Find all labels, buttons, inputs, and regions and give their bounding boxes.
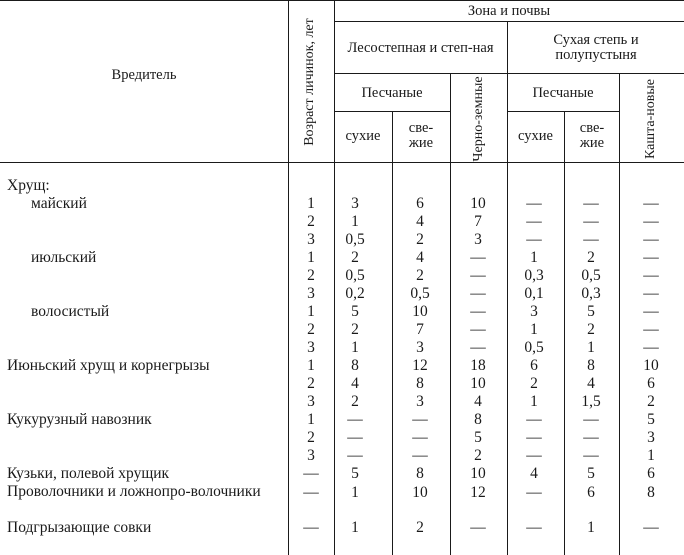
table-cell: 2 [307, 375, 315, 392]
table-cell: — [643, 213, 659, 230]
table-cell: 8 [416, 465, 424, 482]
table-cell: 3 [307, 393, 315, 410]
table-cell: 8 [416, 375, 424, 392]
table-cell: — [470, 339, 486, 356]
table-cell: — [526, 195, 542, 212]
table-cell: — [643, 249, 659, 266]
sandy-rule-2 [507, 111, 619, 112]
table-cell: 4 [474, 393, 482, 410]
group-label-khrushch: Хрущ: [7, 177, 50, 194]
table-cell: 2 [307, 213, 315, 230]
table-cell: 1 [351, 484, 359, 501]
group-label-june: Июньский хрущ и корнегрызы [7, 357, 210, 374]
table-cell: 1 [530, 321, 538, 338]
group-label-kuzki: Кузьки, полевой хрущик [7, 465, 170, 482]
table-cell: 2 [307, 321, 315, 338]
table-cell: 0,3 [524, 267, 544, 284]
col-divider-4 [450, 73, 451, 555]
table-cell: — [643, 267, 659, 284]
table-cell: 10 [412, 303, 428, 320]
table-cell: — [526, 484, 542, 501]
col-divider-1 [288, 0, 289, 555]
table-cell: — [303, 484, 319, 501]
table-cell: — [470, 249, 486, 266]
table-cell: 1 [351, 519, 359, 536]
table-cell: — [470, 267, 486, 284]
table-cell: 2 [307, 429, 315, 446]
group-label-wireworms: Проволочники и ложнопро-волочники [7, 483, 261, 500]
table-cell: 5 [647, 411, 655, 428]
table-cell: 18 [470, 357, 486, 374]
table-cell: 0,5 [410, 285, 430, 302]
table-cell: — [583, 195, 599, 212]
zone-header: Зона и почвы [467, 2, 551, 19]
header-bottom-rule [0, 162, 684, 163]
chestnut-header: Кашта-новые [643, 78, 658, 160]
table-cell: 3 [351, 195, 359, 212]
table-cell: 3 [307, 339, 315, 356]
table-cell: 3 [307, 231, 315, 248]
table-cell: 5 [587, 465, 595, 482]
table-cell: 1 [587, 519, 595, 536]
table-cell: — [412, 429, 428, 446]
table-cell: 0,5 [581, 267, 601, 284]
table-cell: — [470, 519, 486, 536]
table-cell: 4 [416, 213, 424, 230]
table-cell: 6 [416, 195, 424, 212]
table-cell: — [347, 429, 363, 446]
header-top-rule [0, 0, 684, 1]
table-cell: 0,5 [345, 231, 365, 248]
table-cell: 1 [530, 393, 538, 410]
table-cell: 4 [416, 249, 424, 266]
group-label-dung: Кукурузный навозник [7, 411, 152, 428]
table-cell: 8 [587, 357, 595, 374]
table-cell: 0,1 [524, 285, 544, 302]
zone-rule [334, 21, 684, 22]
table-cell: 12 [412, 357, 428, 374]
table-cell: 1,5 [581, 393, 601, 410]
table-cell: — [583, 411, 599, 428]
table-cell: 1 [647, 447, 655, 464]
table-cell: 2 [351, 393, 359, 410]
table-cell: 10 [470, 375, 486, 392]
table-cell: 3 [307, 447, 315, 464]
table-cell: 4 [351, 375, 359, 392]
dry-header-1: сухие [345, 127, 381, 144]
table-cell: — [526, 519, 542, 536]
table-cell: — [470, 303, 486, 320]
table-cell: 3 [474, 231, 482, 248]
table-cell: 2 [587, 321, 595, 338]
age-header: Возраст личинок, лет [302, 18, 317, 146]
table-cell: 7 [416, 321, 424, 338]
table-cell: 6 [647, 465, 655, 482]
table-cell: 5 [474, 429, 482, 446]
sub-label-hairy: волосистый [31, 303, 110, 320]
table-cell: — [583, 231, 599, 248]
table-cell: 2 [647, 393, 655, 410]
table-cell: 2 [416, 519, 424, 536]
table-cell: — [526, 231, 542, 248]
table-cell: 5 [587, 303, 595, 320]
table-cell: 5 [351, 465, 359, 482]
table-cell: — [643, 303, 659, 320]
table-cell: 1 [351, 339, 359, 356]
table-cell: 10 [412, 484, 428, 501]
col-divider-3 [392, 111, 393, 555]
table-cell: 8 [474, 411, 482, 428]
table-cell: 2 [351, 249, 359, 266]
table-cell: 6 [647, 375, 655, 392]
table-cell: — [643, 231, 659, 248]
table-cell: — [526, 213, 542, 230]
table-cell: — [643, 519, 659, 536]
table-cell: — [347, 411, 363, 428]
table-cell: 1 [307, 303, 315, 320]
table-cell: — [412, 411, 428, 428]
sandy-header-1: Песчаные [361, 84, 423, 101]
table-cell: 0,5 [345, 267, 365, 284]
table-cell: 2 [416, 231, 424, 248]
table-cell: 8 [647, 484, 655, 501]
table-cell: 0,3 [581, 285, 601, 302]
table-cell: — [412, 447, 428, 464]
table-cell: — [643, 339, 659, 356]
table-cell: 6 [587, 484, 595, 501]
fresh-header-2: све-жие [579, 120, 605, 151]
table-cell: 4 [530, 465, 538, 482]
table-cell: — [303, 465, 319, 482]
table-cell: 0,2 [345, 285, 365, 302]
sandy-header-2: Песчаные [532, 84, 594, 101]
table-cell: 3 [416, 393, 424, 410]
table-cell: 2 [307, 267, 315, 284]
forest-steppe-header: Лесостепная и степ-ная [347, 39, 494, 56]
table-cell: 7 [474, 213, 482, 230]
table-cell: — [470, 285, 486, 302]
table-cell: 3 [416, 339, 424, 356]
table-cell: 3 [307, 285, 315, 302]
region-rule [334, 73, 684, 74]
table-cell: 2 [416, 267, 424, 284]
table-cell: 1 [351, 213, 359, 230]
table-cell: 12 [470, 484, 486, 501]
table-cell: — [583, 429, 599, 446]
table-cell: 3 [530, 303, 538, 320]
table-cell: 5 [351, 303, 359, 320]
table-cell: — [347, 447, 363, 464]
table-cell: — [583, 213, 599, 230]
table-cell: 1 [307, 357, 315, 374]
table-cell: — [583, 447, 599, 464]
table-cell: — [643, 195, 659, 212]
table-cell: 1 [307, 195, 315, 212]
sub-label-may: майский [31, 195, 87, 212]
table-cell: 2 [587, 249, 595, 266]
chernozem-header: Черно-земные [471, 76, 486, 162]
table-cell: 2 [530, 375, 538, 392]
dry-header-2: сухие [518, 127, 553, 144]
table-cell: 10 [470, 195, 486, 212]
table-cell: 10 [470, 465, 486, 482]
table-cell: 2 [351, 321, 359, 338]
table-cell: 4 [587, 375, 595, 392]
table-cell: 3 [647, 429, 655, 446]
table-cell: 2 [474, 447, 482, 464]
table-cell: 6 [530, 357, 538, 374]
table-cell: — [526, 411, 542, 428]
table-cell: 8 [351, 357, 359, 374]
table-cell: 0,5 [524, 339, 544, 356]
group-label-cutworms: Подгрызающие совки [7, 519, 152, 536]
sub-label-july: июльский [31, 249, 97, 266]
col-divider-6 [564, 111, 565, 555]
table-cell: — [470, 321, 486, 338]
table-cell: — [643, 285, 659, 302]
fresh-header-1: све-жие [408, 120, 434, 151]
pest-header: Вредитель [111, 66, 177, 83]
dry-steppe-header: Сухая степь и полупустыня [553, 32, 639, 63]
table-cell: 1 [307, 249, 315, 266]
table-cell: — [526, 429, 542, 446]
table-cell: — [526, 447, 542, 464]
col-divider-7 [619, 73, 620, 555]
table-cell: 10 [643, 357, 659, 374]
table-cell: 1 [307, 411, 315, 428]
table-cell: 1 [587, 339, 595, 356]
table-cell: — [303, 519, 319, 536]
table-cell: — [643, 321, 659, 338]
table-cell: 1 [530, 249, 538, 266]
